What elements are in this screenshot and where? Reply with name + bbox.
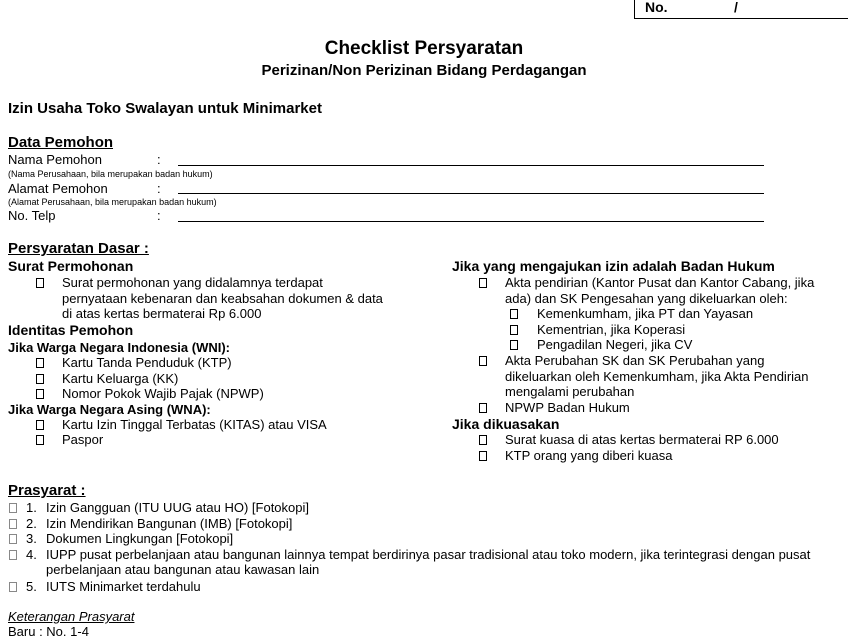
badan-hukum-heading: Jika yang mengajukan izin adalah Badan Hukum xyxy=(452,258,775,274)
checkbox-prasyarat-4[interactable] xyxy=(9,550,17,560)
applicant-heading: Data Pemohon xyxy=(8,134,114,151)
wni-item-ktp: Kartu Tanda Penduduk (KTP) xyxy=(62,355,232,370)
checkbox-kementrian[interactable] xyxy=(510,325,518,335)
prasyarat-no-3: 3. xyxy=(26,531,37,546)
keterangan-prasyarat: Keterangan Prasyarat xyxy=(8,609,135,624)
wna-item-paspor: Paspor xyxy=(62,432,104,447)
number-separator: / xyxy=(734,0,738,15)
name-field[interactable] xyxy=(178,165,764,166)
prasyarat-no-4: 4. xyxy=(26,547,37,562)
address-field[interactable] xyxy=(178,193,764,194)
phone-colon: : xyxy=(157,208,161,223)
checkbox-akta-perubahan[interactable] xyxy=(479,356,487,366)
surat-heading: Surat Permohonan xyxy=(8,258,134,274)
checkbox-kk[interactable] xyxy=(36,374,44,384)
document-number-box xyxy=(634,0,848,19)
prasyarat-no-1: 1. xyxy=(26,500,37,515)
checkbox-prasyarat-2[interactable] xyxy=(9,519,17,529)
checkbox-npwp-bh[interactable] xyxy=(479,403,487,413)
wni-item-kk: Kartu Keluarga (KK) xyxy=(62,371,179,386)
surat-line-1: Surat permohonan yang didalamnya terdapat xyxy=(62,275,323,290)
surat-line-2: pernyataan kebenaran dan keabsahan dokumen & data xyxy=(62,291,383,306)
prasyarat-item-5: IUTS Minimarket terdahulu xyxy=(46,579,201,594)
checkbox-surat-kuasa[interactable] xyxy=(479,435,487,445)
kuasa-heading: Jika dikuasakan xyxy=(452,416,560,432)
prasyarat-item-4-line-1: IUPP pusat perbelanjaan atau bangunan lainnya tempat berdirinya pasar tradisional atau toko modern, jika terintegrasi dengan pusat xyxy=(46,547,811,562)
page-title: Checklist Persyaratan xyxy=(324,38,524,59)
akta-line-1: Akta pendirian (Kantor Pusat dan Kantor Cabang, jika xyxy=(505,275,815,290)
checkbox-paspor[interactable] xyxy=(36,435,44,445)
phone-field[interactable] xyxy=(178,221,764,222)
prasyarat-heading: Prasyarat : xyxy=(8,482,86,499)
checkbox-npwp[interactable] xyxy=(36,389,44,399)
identitas-heading: Identitas Pemohon xyxy=(8,322,134,338)
keterangan-cutoff-line: Baru : No. 1-4 xyxy=(8,624,89,639)
checkbox-prasyarat-1[interactable] xyxy=(9,503,17,513)
prasyarat-item-4-line-2: perbelanjaan atau bangunan atau kawasan lain xyxy=(46,562,320,577)
page-subtitle: Perizinan/Non Perizinan Bidang Perdagangan xyxy=(261,62,587,79)
perubahan-line-1: Akta Perubahan SK dan SK Perubahan yang xyxy=(505,353,765,368)
npwp-badan-hukum: NPWP Badan Hukum xyxy=(505,400,630,415)
perubahan-line-3: mengalami perubahan xyxy=(505,384,635,399)
checkbox-ktp[interactable] xyxy=(36,358,44,368)
permit-name: Izin Usaha Toko Swalayan untuk Minimarket xyxy=(8,100,322,117)
wni-item-npwp: Nomor Pokok Wajib Pajak (NPWP) xyxy=(62,386,264,401)
basic-heading: Persyaratan Dasar : xyxy=(8,240,149,257)
prasyarat-item-1: Izin Gangguan (ITU UUG atau HO) [Fotokopi] xyxy=(46,500,309,515)
address-label: Alamat Pemohon xyxy=(8,181,108,196)
wna-item-kitas: Kartu Izin Tinggal Terbatas (KITAS) atau VISA xyxy=(62,417,327,432)
address-note: (Alamat Perusahaan, bila merupakan badan hukum) xyxy=(8,197,217,207)
akta-line-2: ada) dan SK Pengesahan yang dikeluarkan oleh: xyxy=(505,291,788,306)
prasyarat-no-5: 5. xyxy=(26,579,37,594)
perubahan-line-2: dikeluarkan oleh Kemenkumham, jika Akta Pendirian xyxy=(505,369,809,384)
checkbox-prasyarat-5[interactable] xyxy=(9,582,17,592)
akta-sub-kemenkumham: Kemenkumham, jika PT dan Yayasan xyxy=(537,306,754,321)
number-label: No. xyxy=(645,0,668,15)
checkbox-kitas[interactable] xyxy=(36,420,44,430)
checkbox-kemenkumham[interactable] xyxy=(510,309,518,319)
checkbox-ktp-kuasa[interactable] xyxy=(479,451,487,461)
name-note: (Nama Perusahaan, bila merupakan badan hukum) xyxy=(8,169,213,179)
wna-heading: Jika Warga Negara Asing (WNA): xyxy=(8,402,211,417)
address-colon: : xyxy=(157,181,161,196)
kuasa-item-surat: Surat kuasa di atas kertas bermaterai RP 6.000 xyxy=(505,432,779,447)
phone-label: No. Telp xyxy=(8,208,56,223)
name-label: Nama Pemohon xyxy=(8,152,102,167)
wni-heading: Jika Warga Negara Indonesia (WNI): xyxy=(8,340,231,355)
prasyarat-item-2: Izin Mendirikan Bangunan (IMB) [Fotokopi] xyxy=(46,516,293,531)
checkbox-pengadilan[interactable] xyxy=(510,340,518,350)
kuasa-item-ktp: KTP orang yang diberi kuasa xyxy=(505,448,673,463)
checkbox-prasyarat-3[interactable] xyxy=(9,534,17,544)
prasyarat-item-3: Dokumen Lingkungan [Fotokopi] xyxy=(46,531,234,546)
akta-sub-pengadilan: Pengadilan Negeri, jika CV xyxy=(537,337,693,352)
checkbox-akta-pendirian[interactable] xyxy=(479,278,487,288)
prasyarat-no-2: 2. xyxy=(26,516,37,531)
name-colon: : xyxy=(157,152,161,167)
checkbox-surat[interactable] xyxy=(36,278,44,288)
akta-sub-kementrian: Kementrian, jika Koperasi xyxy=(537,322,686,337)
surat-line-3: di atas kertas bermaterai Rp 6.000 xyxy=(62,306,262,321)
